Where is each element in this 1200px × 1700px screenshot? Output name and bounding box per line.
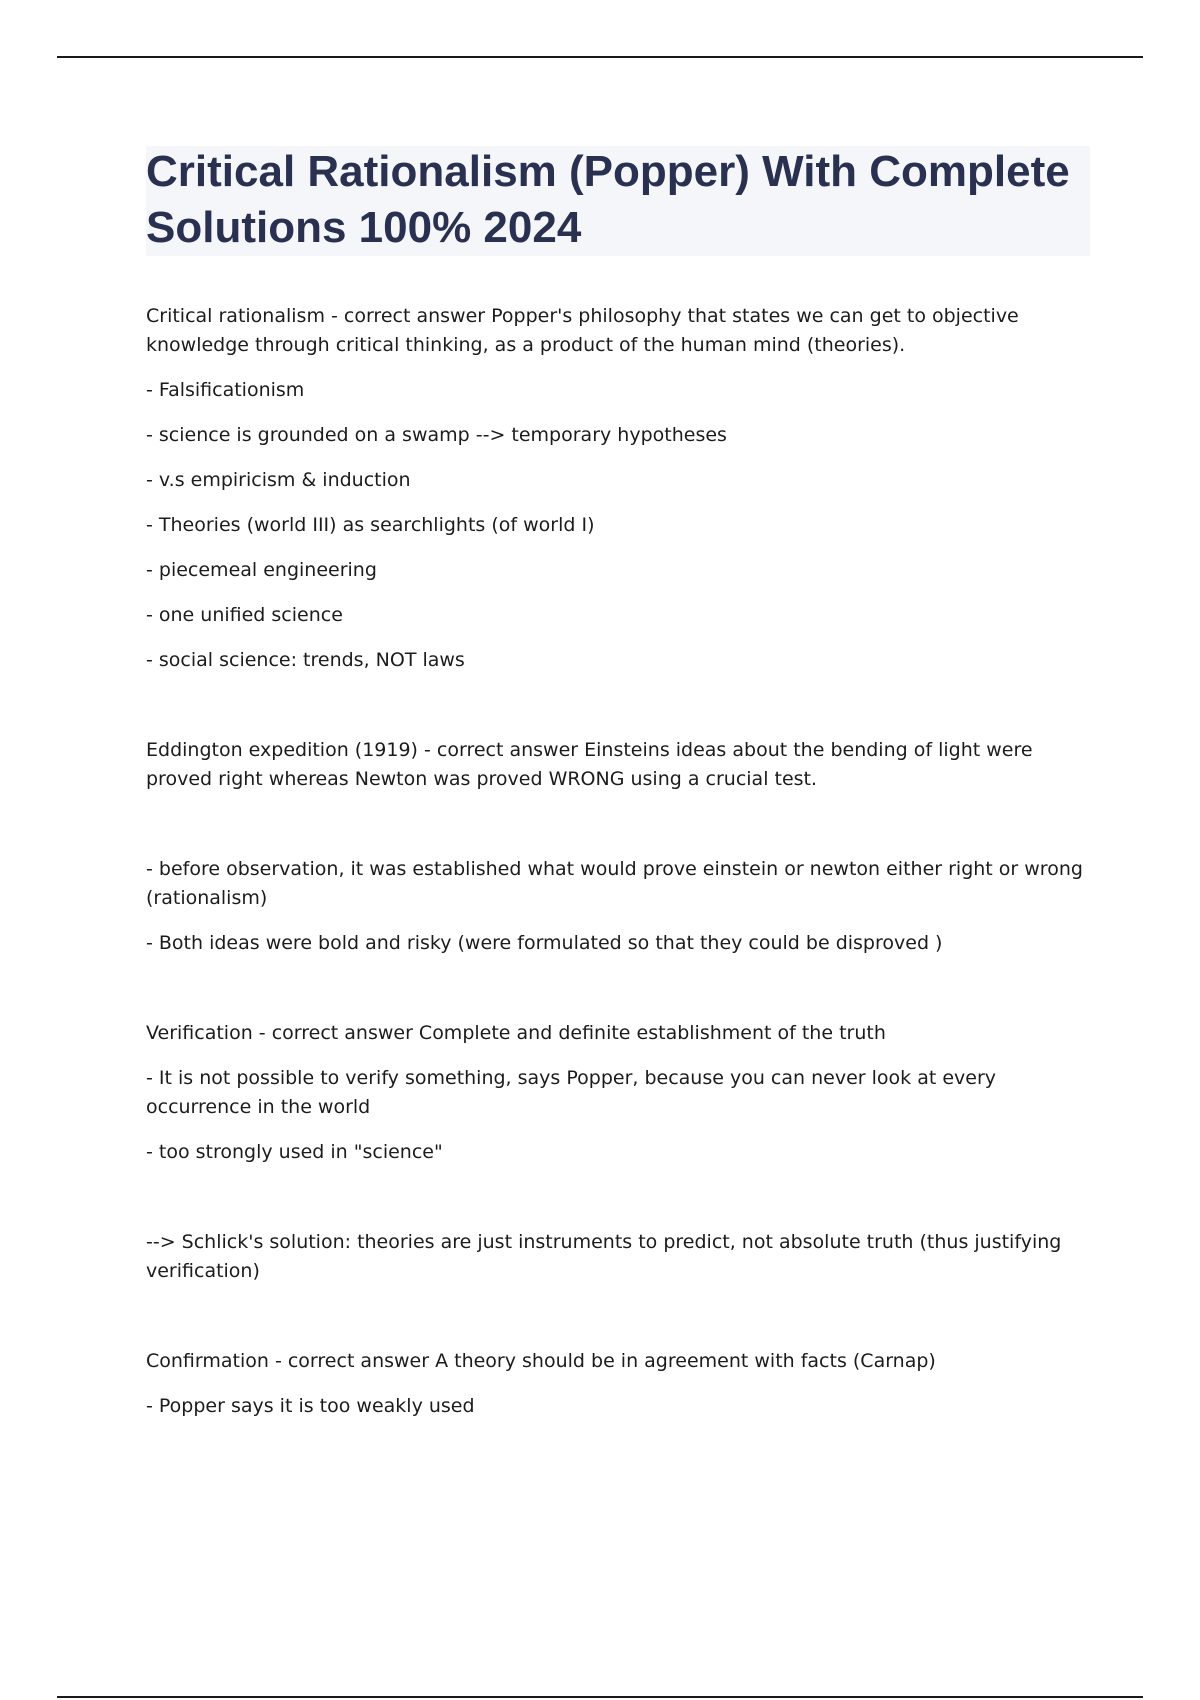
term-confirmation: Confirmation - correct answer A theory should be in agreement with facts (Carnap) bbox=[146, 1350, 936, 1372]
bullet-before-observation: - before observation, it was established what would prove einstein or newton either right or wrong (rationalism) bbox=[146, 858, 1083, 909]
bullet-not-possible: - It is not possible to verify something, says Popper, because you can never look at every occurrence in the world bbox=[146, 1067, 996, 1118]
bullet-swamp: - science is grounded on a swamp --> temporary hypotheses bbox=[146, 424, 727, 446]
bullet-empiricism: - v.s empiricism & induction bbox=[146, 469, 411, 491]
bullet-bold-risky: - Both ideas were bold and risky (were formulated so that they could be disproved ) bbox=[146, 932, 943, 954]
bullet-piecemeal: - piecemeal engineering bbox=[146, 559, 377, 581]
term-critical-rationalism: Critical rationalism - correct answer Popper's philosophy that states we can get to objective knowledge through critical thinking, as a product of the human mind (theories). bbox=[146, 305, 1019, 356]
document-body bbox=[146, 302, 1086, 1421]
bullet-searchlights: - Theories (world III) as searchlights (of world I) bbox=[146, 514, 595, 536]
top-rule bbox=[57, 56, 1143, 58]
bullet-unified-science: - one unified science bbox=[146, 604, 343, 626]
bullet-falsificationism: - Falsificationism bbox=[146, 379, 305, 401]
title-banner bbox=[146, 146, 1090, 256]
document-title: Critical Rationalism (Popper) With Complete Solutions 100% 2024 bbox=[146, 147, 1070, 252]
term-eddington: Eddington expedition (1919) - correct answer Einsteins ideas about the bending of light were proved right whereas Newton was proved WRONG using a crucial test. bbox=[146, 739, 1033, 790]
bullet-too-weakly: - Popper says it is too weakly used bbox=[146, 1395, 475, 1417]
bullet-too-strongly: - too strongly used in "science" bbox=[146, 1141, 443, 1163]
term-verification: Verification - correct answer Complete and definite establishment of the truth bbox=[146, 1022, 886, 1044]
bottom-rule bbox=[57, 1696, 1143, 1698]
bullet-social-science: - social science: trends, NOT laws bbox=[146, 649, 465, 671]
note-schlick: --> Schlick's solution: theories are just instruments to predict, not absolute truth (thus justifying verification) bbox=[146, 1231, 1062, 1282]
